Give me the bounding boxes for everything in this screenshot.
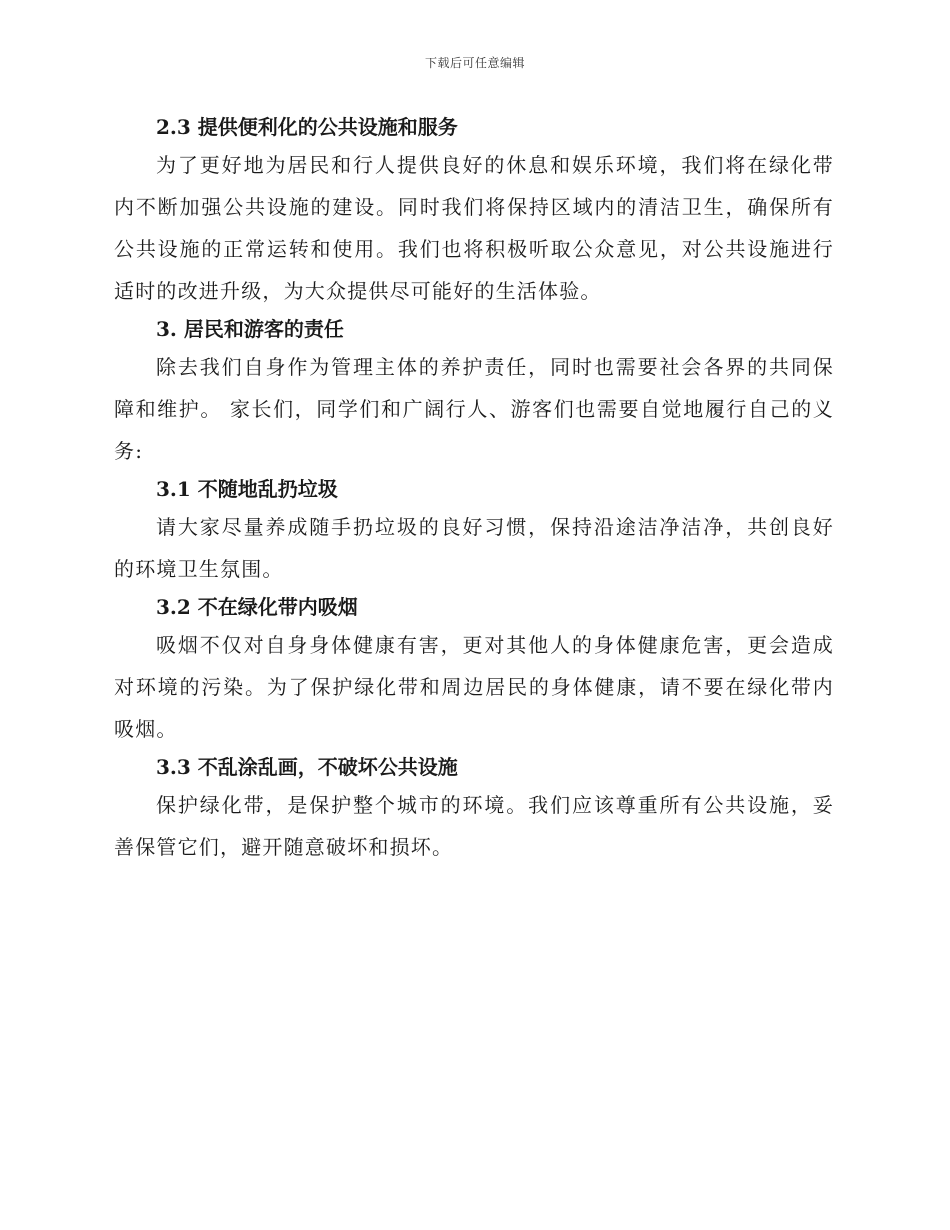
section-heading-3-1: 3.1 不随地乱扔垃圾 [156,477,338,501]
section-heading-3-3: 3.3 不乱涂乱画，不破坏公共设施 [156,755,458,779]
section-paragraph-3-1: 请大家尽量养成随手扔垃圾的良好习惯，保持沿途洁净洁净，共创良好的环境卫生氛围。 [114,515,834,581]
section-heading-3: 3. 居民和游客的责任 [156,317,344,341]
section-paragraph-3: 除去我们自身作为管理主体的养护责任，同时也需要社会各界的共同保障和维护。 家长们，同学们和广阔行人、游客们也需要自觉地履行自己的义务: [114,355,834,463]
header-note: 下载后可任意编辑 [424,56,525,70]
section-heading-2-3: 2.3 提供便利化的公共设施和服务 [156,115,458,139]
document-body [114,110,834,868]
section-paragraph-3-2: 吸烟不仅对自身身体健康有害，更对其他人的身体健康危害，更会造成对环境的污染。为了保护绿化带和周边居民的身体健康，请不要在绿化带内吸烟。 [114,633,834,741]
section-paragraph-3-3: 保护绿化带，是保护整个城市的环境。我们应该尊重所有公共设施，妥善保管它们，避开随意破坏和损坏。 [114,793,834,859]
section-heading-3-2: 3.2 不在绿化带内吸烟 [156,595,358,619]
section-paragraph-2-3: 为了更好地为居民和行人提供良好的休息和娱乐环境，我们将在绿化带内不断加强公共设施的建设。同时我们将保持区域内的清洁卫生，确保所有公共设施的正常运转和使用。我们也将积极听取公众意见，对公共设施进行适时的改进升级，为大众提供尽可能好的生活体验。 [114,153,834,303]
